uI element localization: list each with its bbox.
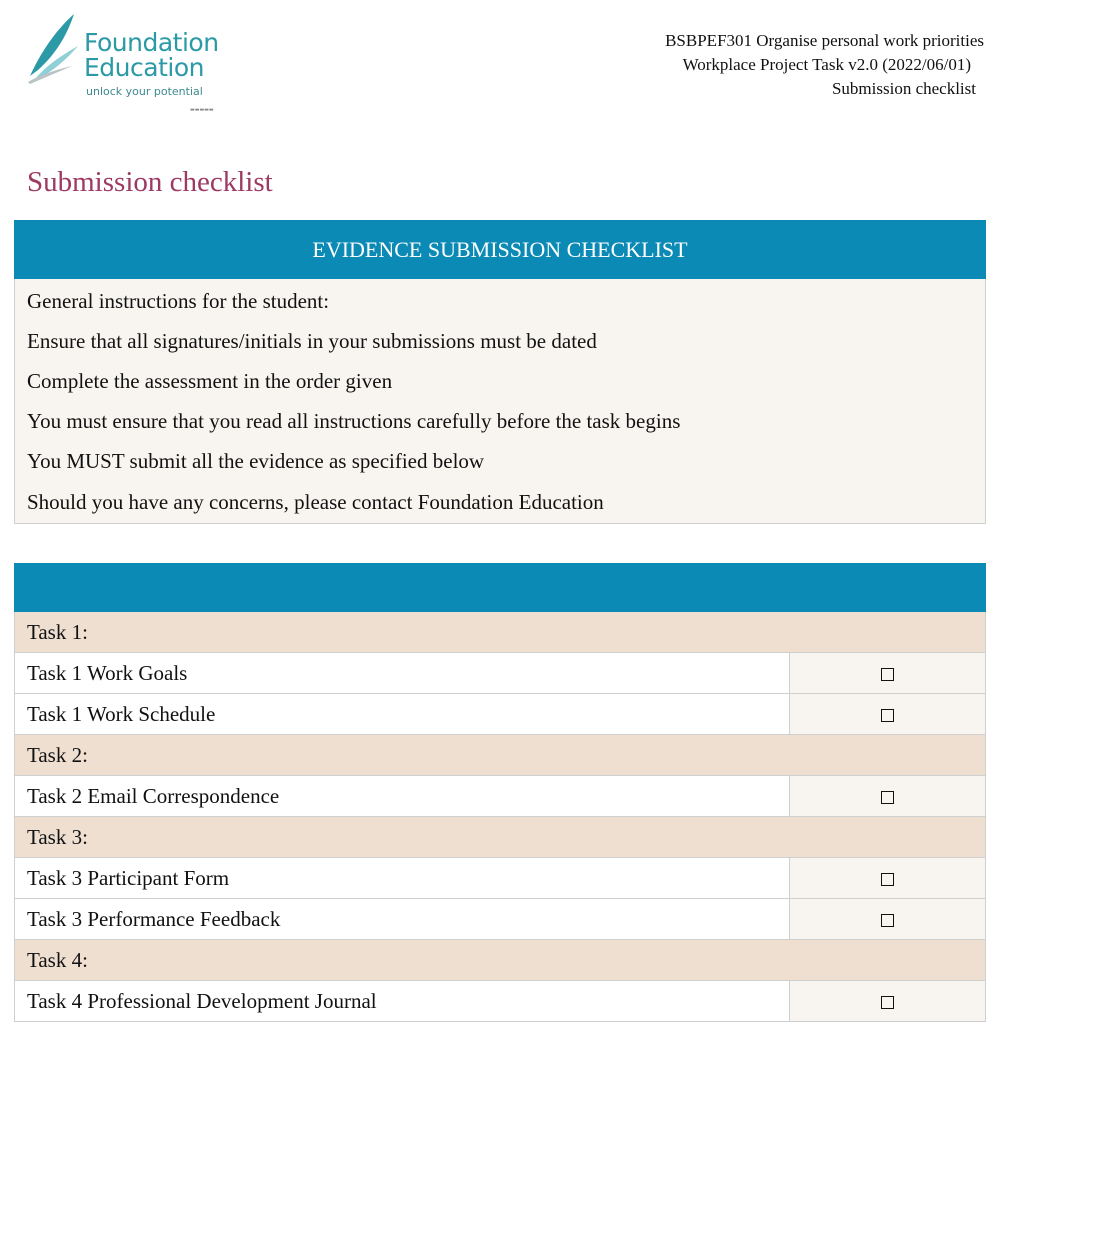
instruction-line: You must ensure that you read all instructions carefully before the task begins: [15, 401, 986, 441]
checklist-item-label: Task 2 Email Correspondence: [15, 776, 790, 817]
logo-wordmark: Foundation Education: [84, 28, 219, 82]
evidence-checklist-table: [14, 563, 986, 1022]
task-group-title: Task 2:: [15, 735, 986, 776]
checklist-item-label: Task 4 Professional Development Journal: [15, 981, 790, 1022]
instruction-line: Complete the assessment in the order given: [15, 361, 986, 401]
logo: [24, 10, 244, 120]
task-group-title: Task 1:: [15, 612, 986, 653]
instructions-heading: EVIDENCE SUBMISSION CHECKLIST: [15, 221, 986, 279]
checkbox[interactable]: [881, 914, 894, 927]
checklist-item-label: Task 3 Performance Feedback: [15, 899, 790, 940]
checkbox[interactable]: [881, 709, 894, 722]
checkbox[interactable]: [881, 791, 894, 804]
document-header: [564, 29, 984, 101]
instruction-line: Ensure that all signatures/initials in your submissions must be dated: [15, 321, 986, 361]
unit-code-title: BSBPEF301 Organise personal work priorities: [665, 31, 984, 50]
task-group-title: Task 3:: [15, 817, 986, 858]
instruction-line: General instructions for the student:: [15, 279, 986, 322]
checklist-item-label: Task 1 Work Goals: [15, 653, 790, 694]
instruction-line: You MUST submit all the evidence as specified below: [15, 441, 986, 481]
logo-tagline: unlock your potential: [86, 85, 203, 98]
checkbox[interactable]: [881, 873, 894, 886]
task-group-title: Task 4:: [15, 940, 986, 981]
page-title: Submission checklist: [27, 166, 273, 198]
checklist-item-label: Task 1 Work Schedule: [15, 694, 790, 735]
checklist-item-label: Task 3 Participant Form: [15, 858, 790, 899]
logo-registration-mark: ▬▬▬▬▬: [190, 107, 214, 113]
task-version: Workplace Project Task v2.0 (2022/06/01): [682, 55, 971, 74]
header-section-name: Submission checklist: [831, 79, 976, 98]
checkbox[interactable]: [881, 668, 894, 681]
instructions-table: [14, 220, 986, 524]
evidence-table-header: [15, 564, 986, 612]
feather-quill-icon: [24, 10, 84, 85]
checkbox[interactable]: [881, 996, 894, 1009]
instruction-line: Should you have any concerns, please contact Foundation Education: [15, 481, 986, 524]
